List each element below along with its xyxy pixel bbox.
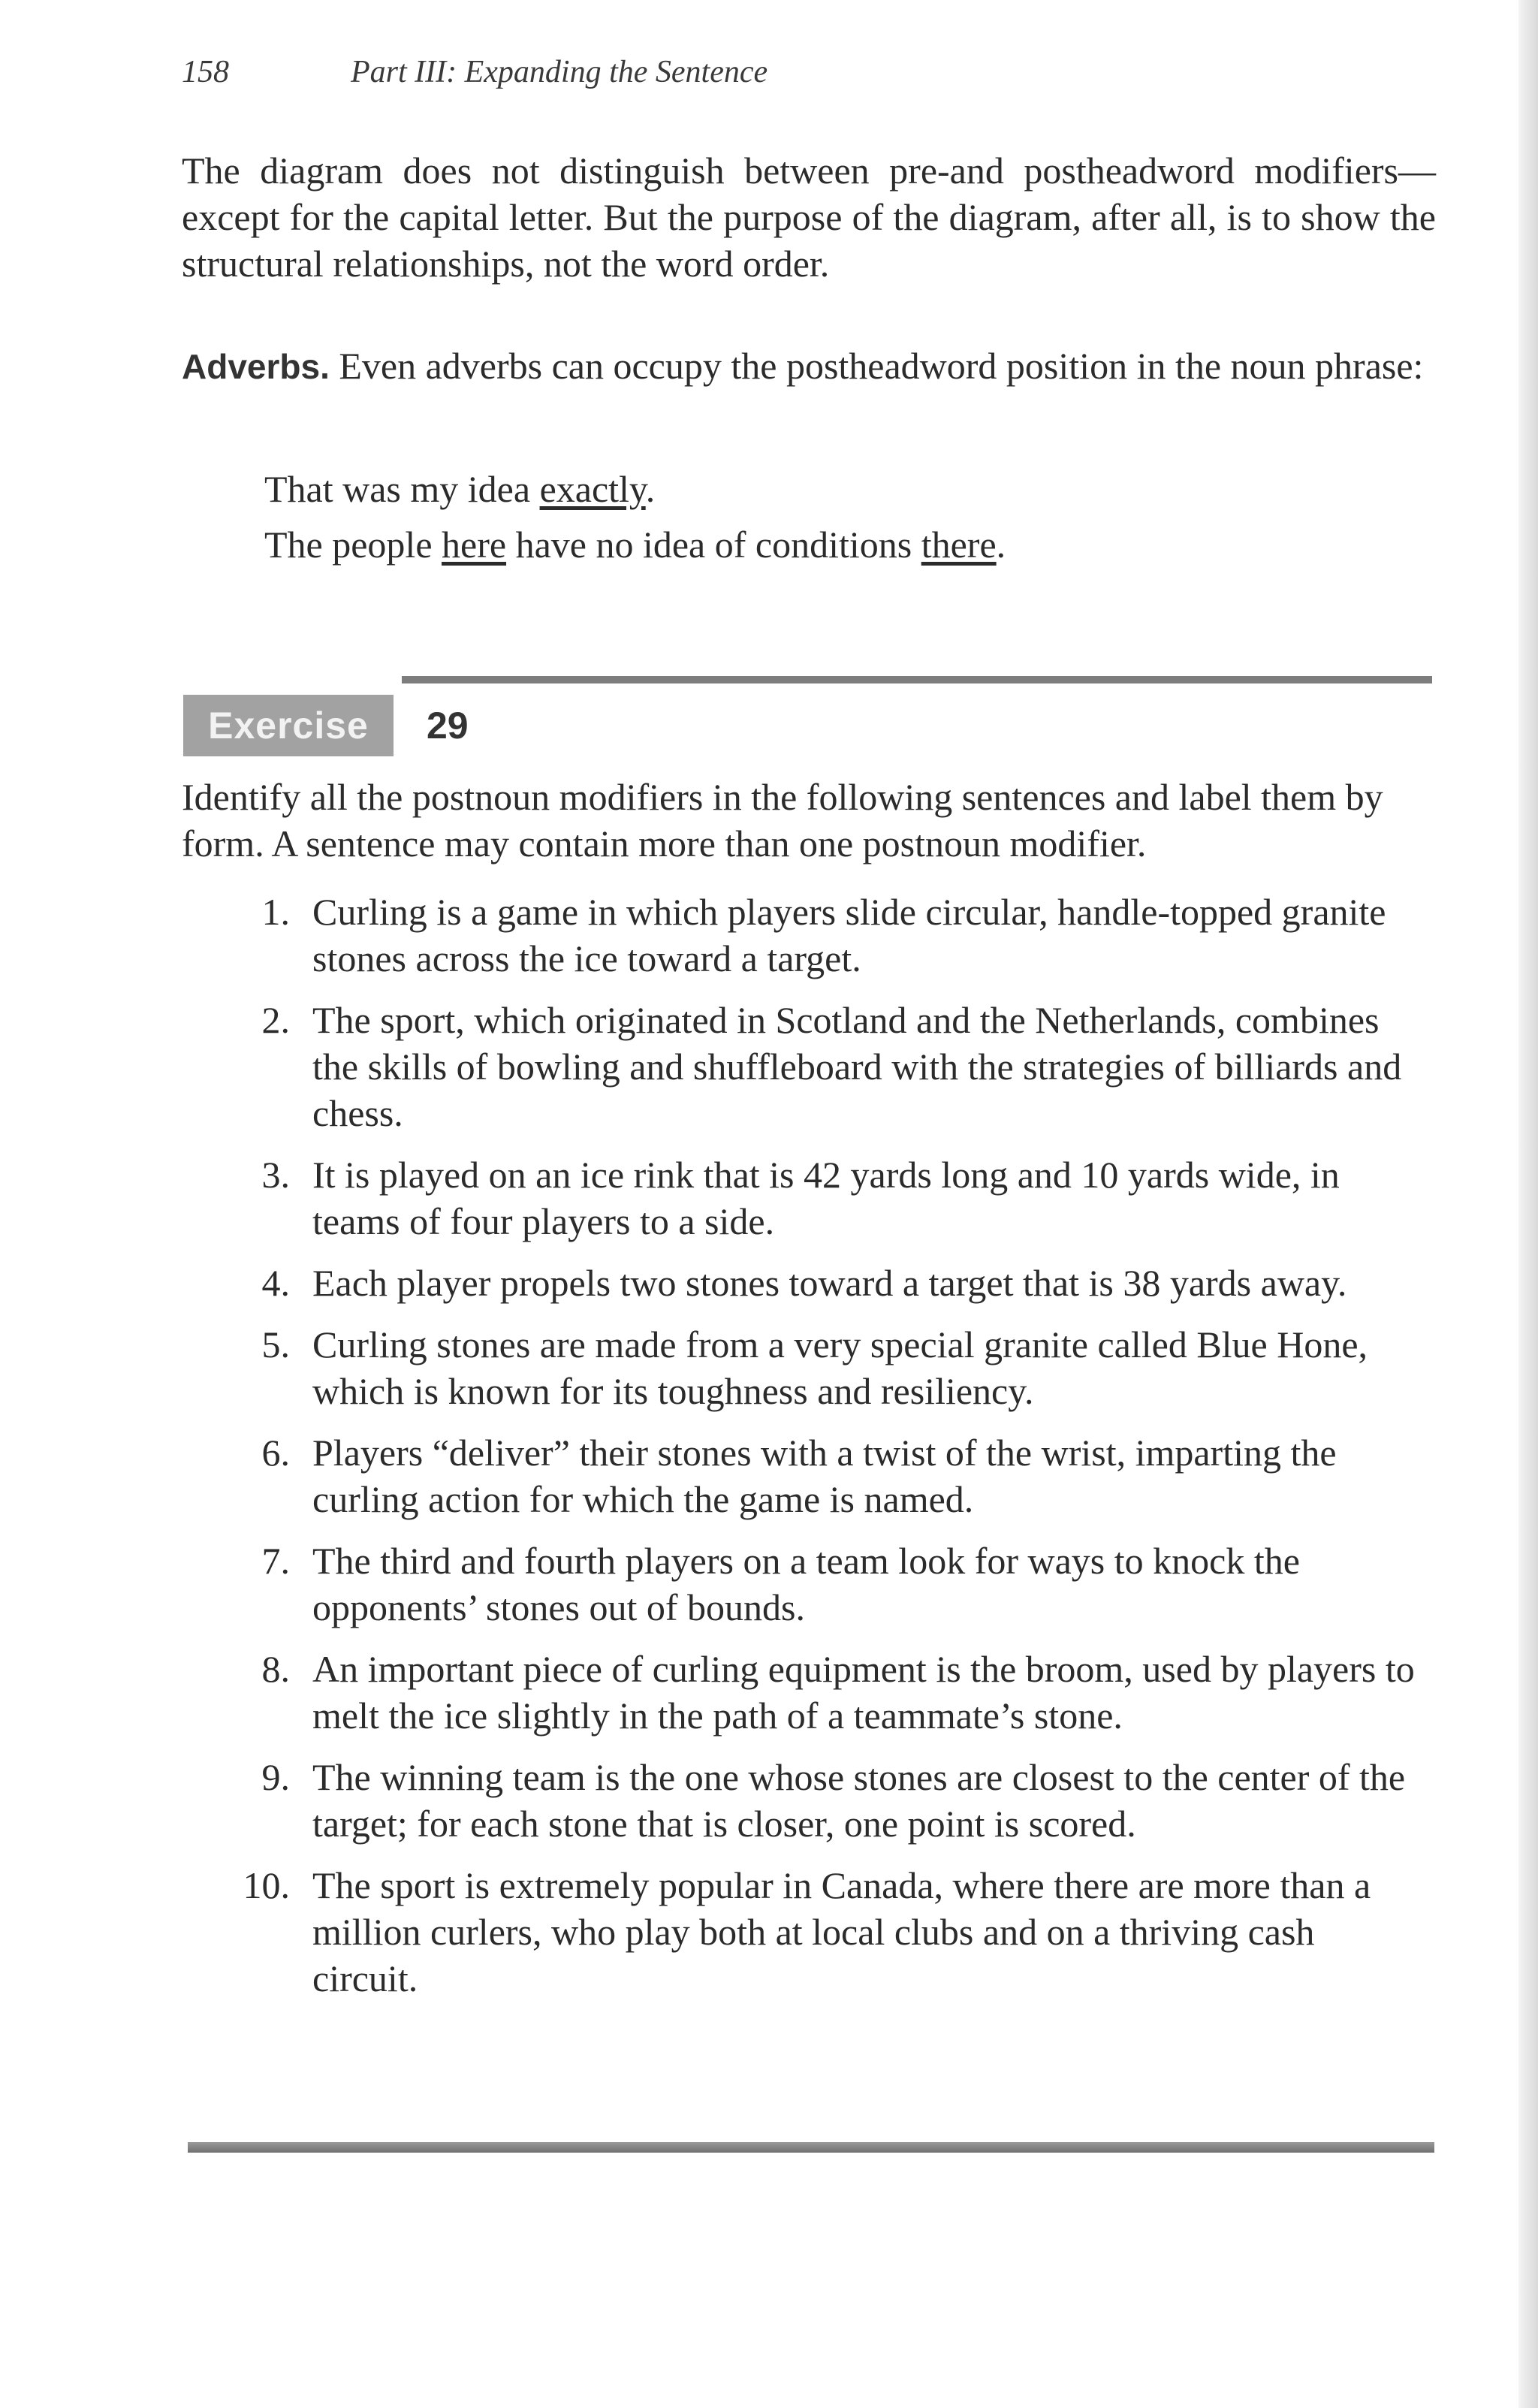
underlined-adverb: there <box>921 524 997 566</box>
list-item <box>225 1260 1427 1306</box>
example-sentence-1 <box>264 466 655 512</box>
exercise-top-rule <box>402 676 1432 683</box>
exercise-number: 29 <box>427 705 469 747</box>
item-number: 10. <box>243 1864 290 1906</box>
example-text: That was my idea <box>264 468 540 510</box>
example-text: . <box>996 524 1006 566</box>
body-paragraph: The diagram does not distinguish between pre-and postheadword modifiers—except for the capital letter. But the purpose of the diagram, after all, is to show the structural relationships, not the word order. <box>182 149 1436 285</box>
list-item <box>225 1321 1427 1414</box>
item-number: 6. <box>261 1432 290 1474</box>
running-head <box>182 54 767 90</box>
adverbs-heading: Adverbs. <box>182 347 330 386</box>
item-text: The sport is extremely popular in Canada, where there are more than a million curlers, who play both at local clubs and on a thriving cash circuit. <box>312 1864 1371 1999</box>
list-item <box>225 1537 1427 1631</box>
adverbs-paragraph <box>182 342 1436 390</box>
item-text: An important piece of curling equipment is the broom, used by players to melt the ice slightly in the path of a teammate’s stone. <box>312 1648 1415 1737</box>
page-edge-shadow <box>1518 0 1538 2408</box>
page-number: 158 <box>182 55 229 89</box>
list-item <box>225 889 1427 982</box>
item-text: Curling stones are made from a very special granite called Blue Hone, which is known for its toughness and resiliency. <box>312 1323 1368 1412</box>
list-item <box>225 1646 1427 1739</box>
item-text: It is played on an ice rink that is 42 yards long and 10 yards wide, in teams of four players to a side. <box>312 1154 1340 1242</box>
underlined-adverb: exactly <box>539 468 646 510</box>
exercise-bottom-rule <box>188 2142 1434 2153</box>
item-number: 5. <box>261 1323 290 1365</box>
item-number: 9. <box>261 1756 290 1798</box>
item-number: 7. <box>261 1540 290 1582</box>
running-head-title: Part III: Expanding the Sentence <box>351 55 768 89</box>
example-text: The people <box>264 524 442 566</box>
list-item <box>225 1862 1427 2002</box>
exercise-list <box>225 889 1427 2017</box>
item-text: Curling is a game in which players slide circular, handle-topped granite stones across the ice toward a target. <box>312 891 1386 979</box>
item-text: Each player propels two stones toward a target that is 38 yards away. <box>312 1262 1347 1304</box>
example-text: . <box>645 468 656 510</box>
list-item <box>225 1754 1427 1847</box>
item-number: 2. <box>261 999 290 1041</box>
example-text: have no idea of conditions <box>506 524 921 566</box>
item-number: 8. <box>261 1648 290 1690</box>
underlined-adverb: here <box>442 524 507 566</box>
item-number: 3. <box>261 1154 290 1196</box>
item-number: 4. <box>261 1262 290 1304</box>
list-item <box>225 1429 1427 1522</box>
exercise-label: Exercise <box>183 695 394 756</box>
item-text: The third and fourth players on a team look for ways to knock the opponents’ stones out of bounds. <box>312 1540 1300 1628</box>
exercise-instructions: Identify all the postnoun modifiers in the following sentences and label them by form. A sentence may contain more than one postnoun modifier. <box>182 776 1383 865</box>
item-text: The sport, which originated in Scotland and the Netherlands, combines the skills of bowling and shuffleboard with the strategies of billiards and chess. <box>312 999 1402 1134</box>
item-number: 1. <box>261 891 290 933</box>
list-item <box>225 1151 1427 1245</box>
item-text: Players “deliver” their stones with a twist of the wrist, imparting the curling action for which the game is named. <box>312 1432 1337 1520</box>
list-item <box>225 997 1427 1136</box>
item-text: The winning team is the one whose stones are closest to the center of the target; for each stone that is closer, one point is scored. <box>312 1756 1406 1845</box>
adverbs-text: Even adverbs can occupy the postheadword position in the noun phrase: <box>339 345 1424 387</box>
example-sentence-2 <box>264 521 1006 568</box>
